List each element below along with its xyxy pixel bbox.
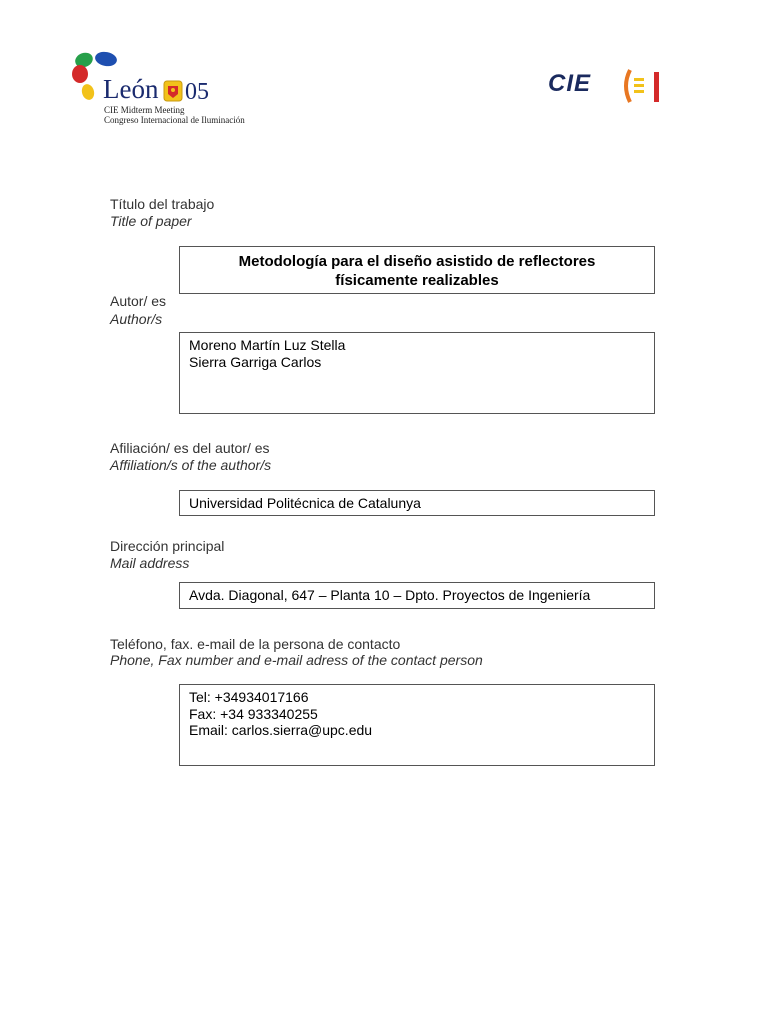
authors-label-en: Author/s (110, 311, 163, 327)
authors-box (179, 332, 655, 414)
contact-fax: Fax: +34 933340255 (189, 705, 318, 722)
contact-box (179, 684, 655, 766)
logo-subtitle-1: CIE Midterm Meeting (104, 105, 185, 115)
title-label-es: Título del trabajo (110, 196, 215, 212)
author-line: Moreno Martín Luz Stella (189, 337, 346, 353)
affiliation-label-es: Afiliación/ es del autor/ es (110, 440, 270, 456)
cie-logo: CIE (548, 70, 592, 97)
title-line: físicamente realizables (335, 272, 499, 289)
logo-subtitle-2: Congreso Internacional de Iluminación (104, 115, 245, 125)
affiliation-box (179, 490, 655, 516)
address-label-es: Dirección principal (110, 538, 225, 554)
address-value: Avda. Diagonal, 647 – Planta 10 – Dpto. Proyectos de Ingeniería (189, 587, 591, 603)
author-line: Sierra Garriga Carlos (189, 353, 322, 370)
contact-label-en: Phone, Fax number and e-mail adress of the contact person (110, 652, 483, 668)
partner-logo-icon (620, 66, 660, 106)
contact-email: Email: carlos.sierra@upc.edu (189, 722, 373, 738)
affiliation-value: Universidad Politécnica de Catalunya (189, 495, 421, 511)
title-line: Metodología para el diseño asistido de reflectores (238, 253, 596, 270)
title-label-en: Title of paper (110, 213, 192, 229)
affiliation-label-en: Affiliation/s of the author/s (110, 457, 272, 473)
logo-year: 05 (185, 79, 209, 105)
authors-label-es: Autor/ es (110, 293, 167, 309)
leon-crest-icon (162, 79, 184, 103)
address-label-en: Mail address (110, 555, 190, 571)
contact-label-es: Teléfono, fax. e-mail de la persona de contacto (110, 636, 401, 652)
logo-name: León (103, 74, 159, 104)
contact-phone: Tel: +34934017166 (189, 689, 309, 705)
title-box (179, 246, 655, 294)
address-box (179, 582, 655, 609)
